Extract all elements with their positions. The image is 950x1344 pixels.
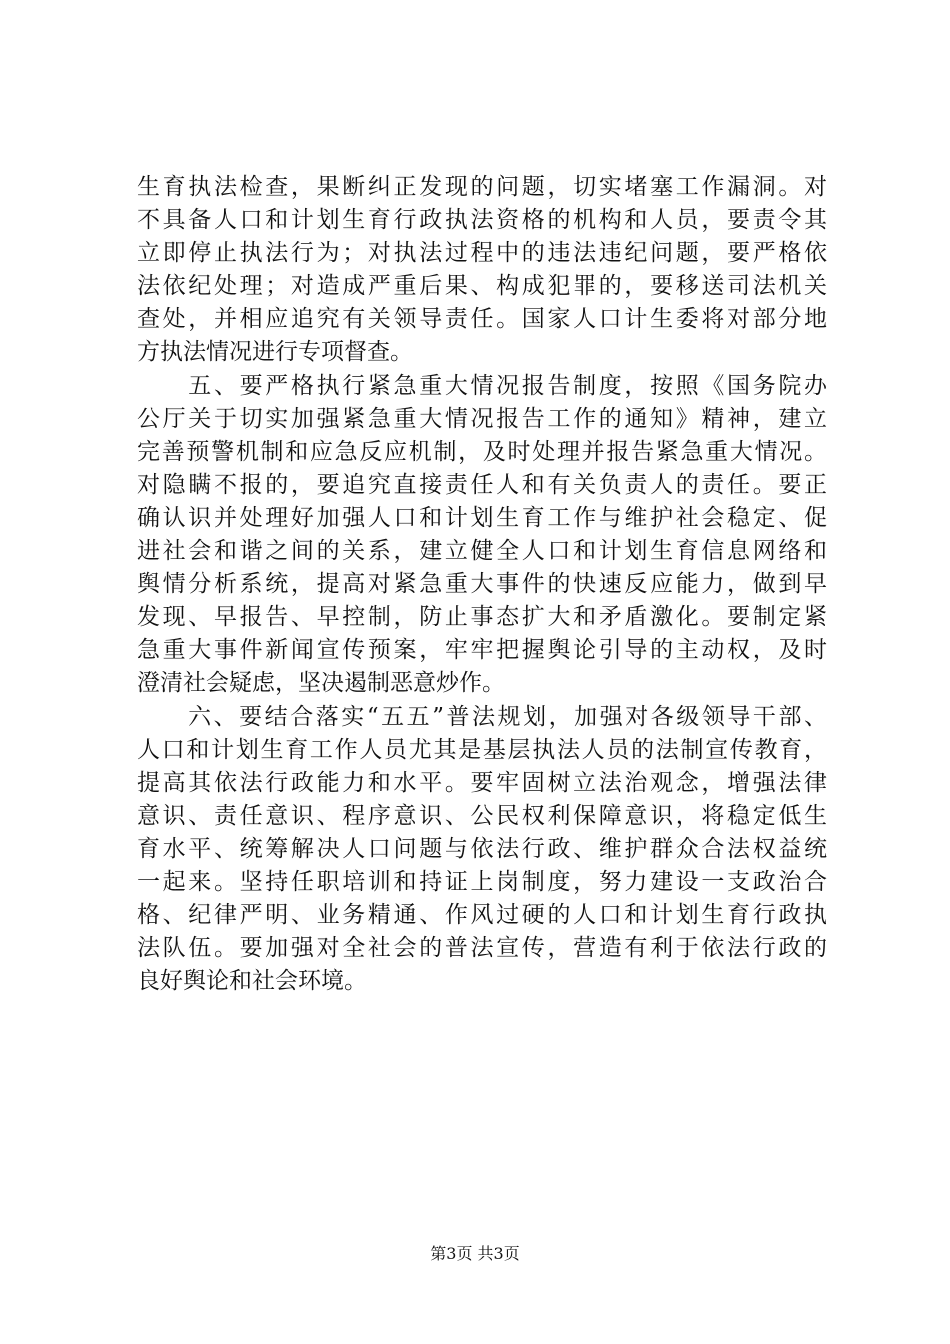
text-line: 舆情分析系统，提高对紧急重大事件的快速反应能力，做到早 (137, 571, 827, 598)
text-line: 进社会和谐之间的关系，建立健全人口和计划生育信息网络和 (137, 538, 827, 565)
text-line: 方执法情况进行专项督查。 (137, 339, 413, 366)
text-line: 格、纪律严明、业务精通、作风过硬的人口和计划生育行政执 (137, 902, 827, 929)
text-line: 发现、早报告、早控制，防止事态扩大和矛盾激化。要制定紧 (137, 604, 827, 631)
text-line: 生育执法检查，果断纠正发现的问题，切实堵塞工作漏洞。对 (137, 174, 827, 200)
text-line: 立即停止执法行为；对执法过程中的违法违纪问题，要严格依 (137, 240, 827, 267)
text-line: 人口和计划生育工作人员尤其是基层执法人员的法制宣传教育， (137, 736, 827, 763)
text-line: 法依纪处理；对造成严重后果、构成犯罪的，要移送司法机关 (137, 273, 827, 300)
text-line: 良好舆论和社会环境。 (137, 968, 367, 995)
document-body (137, 171, 827, 998)
text-line: 育水平、统筹解决人口问题与依法行政、维护群众合法权益统 (137, 835, 827, 862)
text-line: 提高其依法行政能力和水平。要牢固树立法治观念，增强法律 (137, 769, 827, 796)
text-line: 一起来。坚持任职培训和持证上岗制度，努力建设一支政治合 (137, 868, 827, 895)
text-line: 确认识并处理好加强人口和计划生育工作与维护社会稳定、促 (137, 504, 827, 531)
text-line: 五、要严格执行紧急重大情况报告制度，按照《国务院办 (137, 372, 827, 399)
text-line: 急重大事件新闻宣传预案，牢牢把握舆论引导的主动权，及时 (137, 637, 827, 664)
page-footer: 第3页 共3页 (430, 1244, 520, 1263)
text-line: 六、要结合落实“五五”普法规划，加强对各级领导干部、 (137, 703, 827, 730)
text-line: 公厅关于切实加强紧急重大情况报告工作的通知》精神，建立 (137, 405, 827, 432)
text-line: 法队伍。要加强对全社会的普法宣传，营造有利于依法行政的 (137, 935, 827, 962)
text-line: 澄清社会疑虑，坚决遏制恶意炒作。 (137, 670, 505, 697)
text-line: 对隐瞒不报的，要追究直接责任人和有关负责人的责任。要正 (137, 471, 827, 498)
text-line: 完善预警机制和应急反应机制，及时处理并报告紧急重大情况。 (137, 438, 827, 465)
text-line: 查处，并相应追究有关领导责任。国家人口计生委将对部分地 (137, 306, 827, 333)
text-line: 不具备人口和计划生育行政执法资格的机构和人员，要责令其 (137, 207, 827, 234)
text-line: 意识、责任意识、程序意识、公民权利保障意识，将稳定低生 (137, 802, 827, 829)
